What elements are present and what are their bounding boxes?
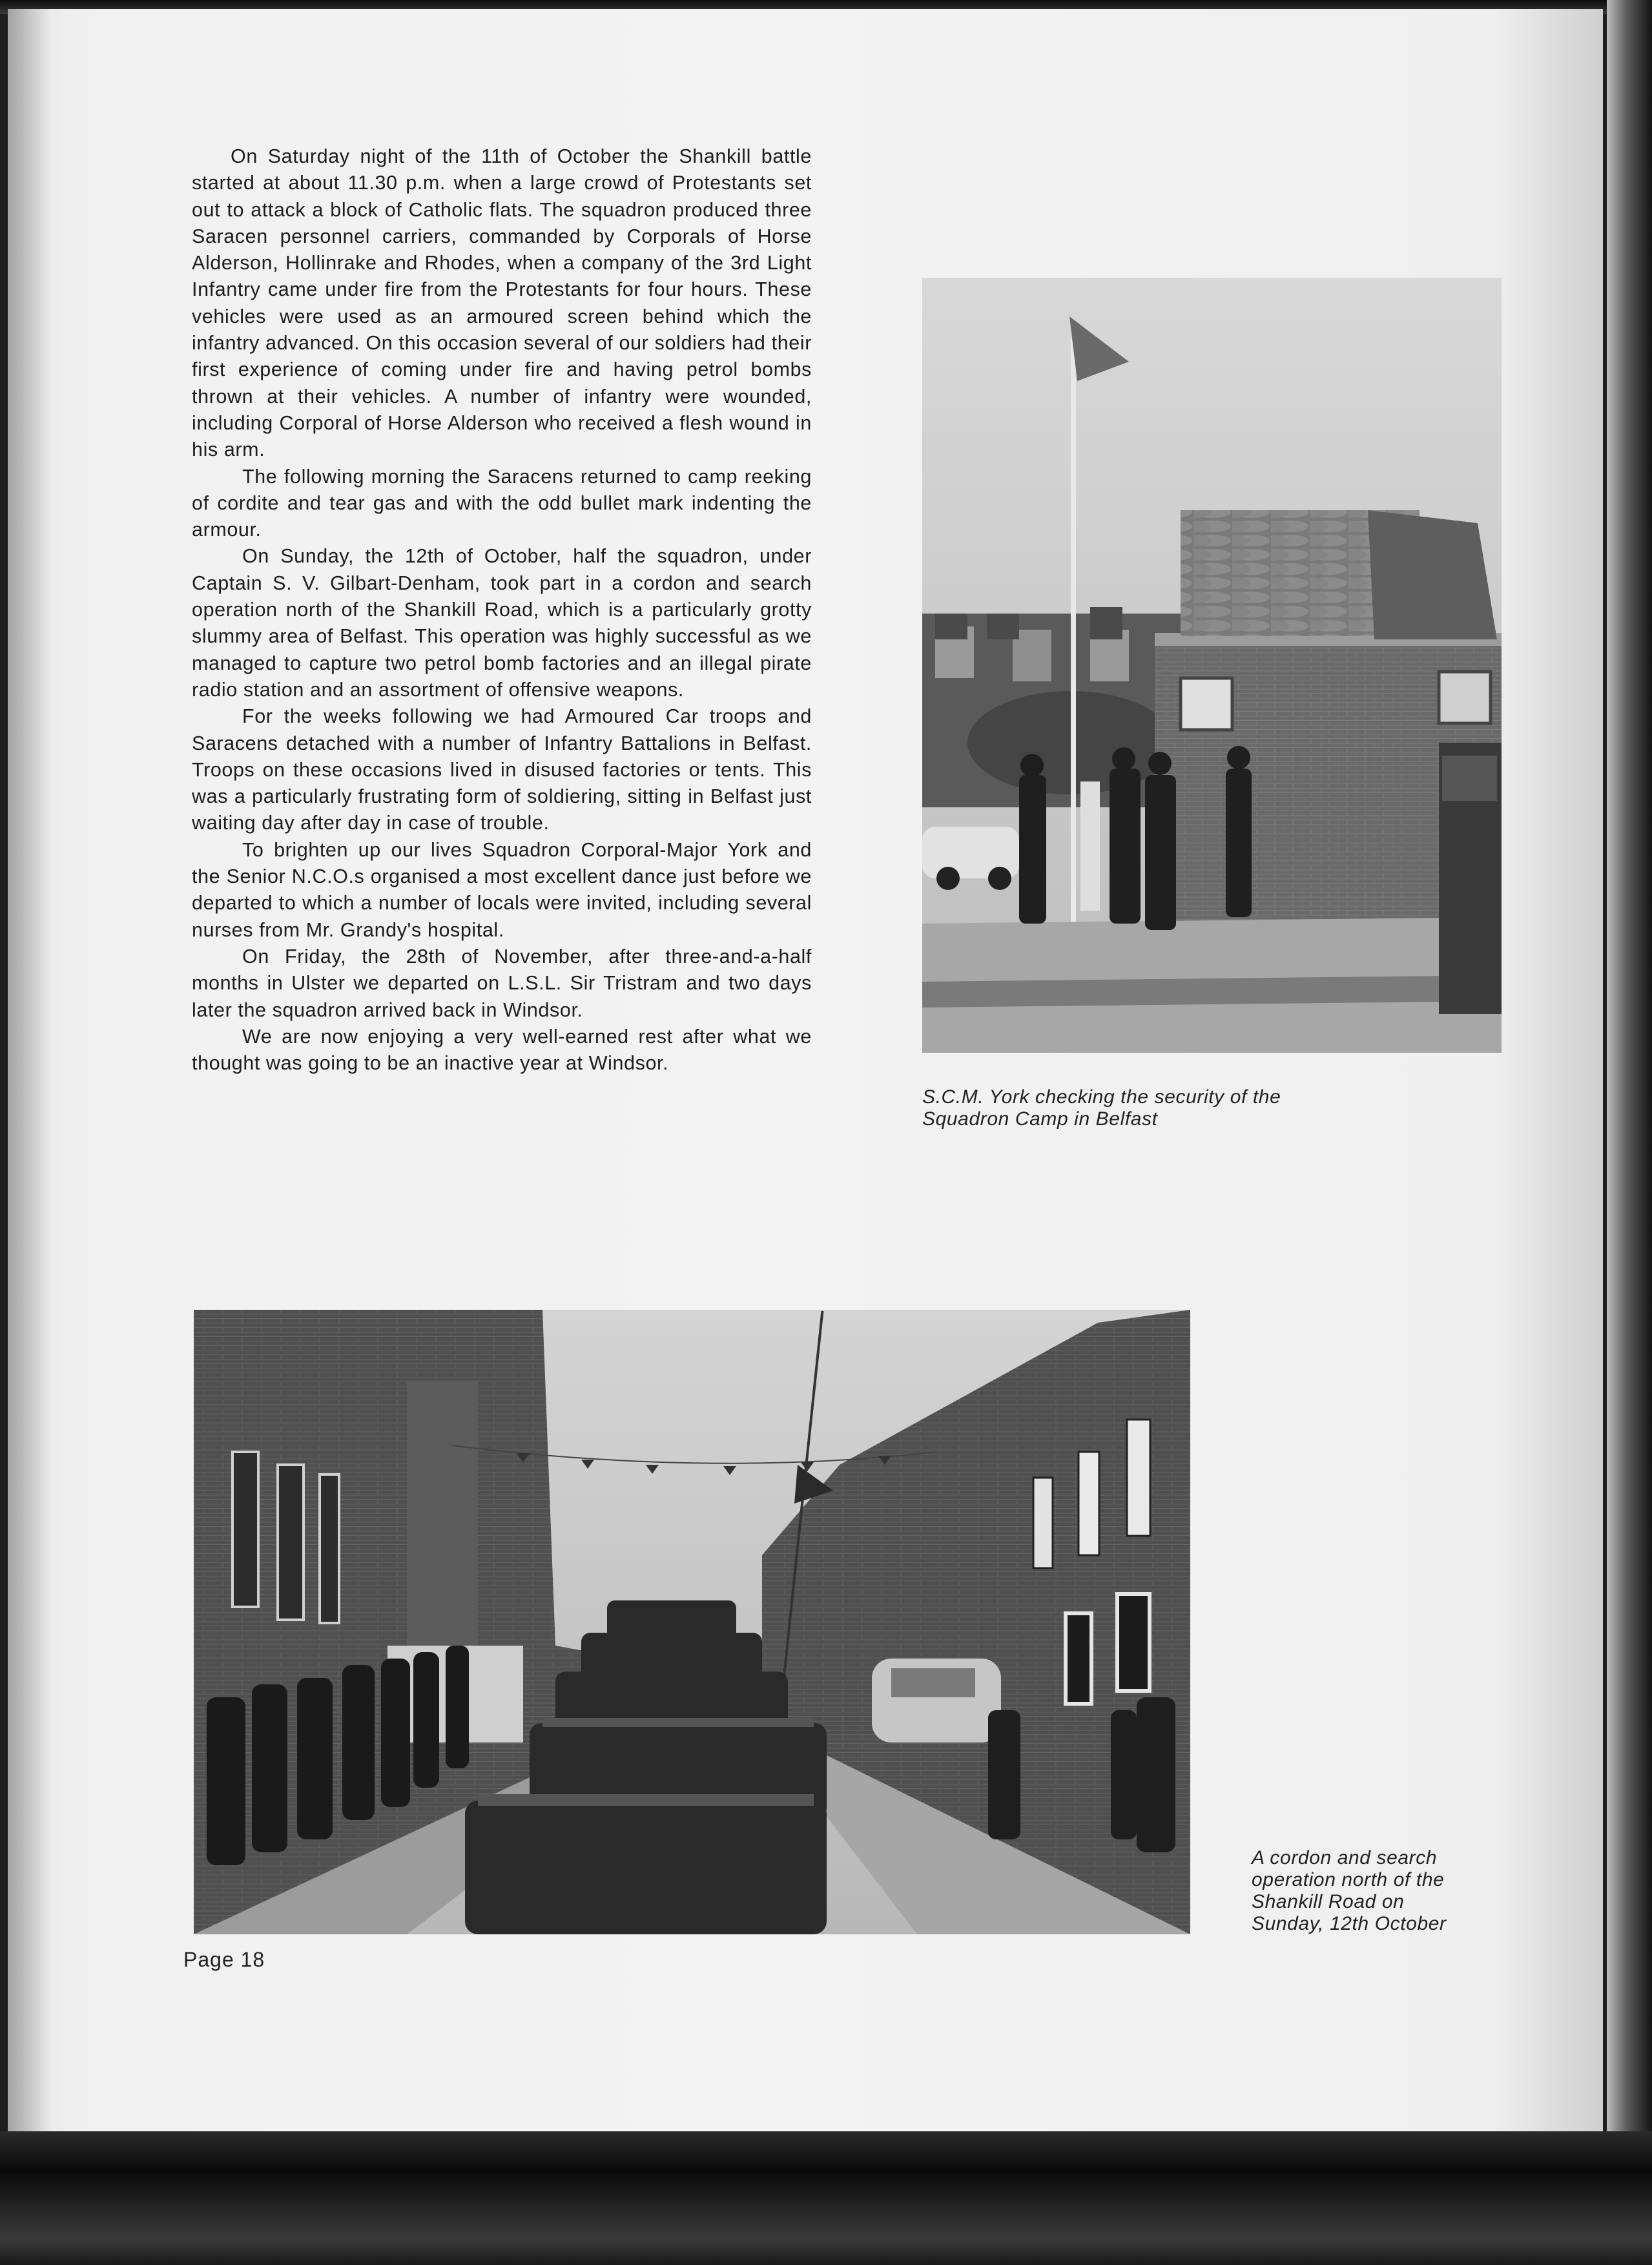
caption-line: Shankill Road on [1252,1891,1405,1912]
camp-photo-caption [922,1086,1503,1130]
page-shadow [8,9,53,2140]
paragraph: On Sunday, the 12th of October, half the squadron, under Captain S. V. Gilbart-Denham, took part in a cordon and search operation north of the Shankill Road, which is a particularly grotty slummy area of Belfast. This operation was highly successful as we managed to capture two petrol bomb factories and an illegal pirate radio station and an assortment of offensive weapons. [192,545,812,701]
camp-photo-image [922,278,1502,1053]
paragraph: To brighten up our lives Squadron Corporal-Major York and the Senior N.C.O.s organised a most excellent dance just before we departed to which a number of locals were invited, including several nurses from Mr. Grandy's hospital. [192,838,812,941]
page-number: Page 18 [183,1948,265,1971]
caption-line: S.C.M. York checking the security of the [922,1086,1281,1108]
paragraph: We are now enjoying a very well-earned rest after what we thought was going to be an inactive year at Windsor. [192,1025,812,1075]
paragraph: On Saturday night of the 11th of October the Shankill battle started at about 11.30 p.m. when a large crowd of Protestants set out to attack a block of Catholic flats. The squadron produced three Saracen personnel carriers, commanded by Corporals of Horse Alderson, Hollinrake and Rhodes, when a company of the 3rd Light Infantry came under fire from the Protestants for four hours. These vehicles were used as an armoured screen behind which the infantry advanced. On this occasion several of our soldiers had their first experience of coming under fire and having petrol bombs thrown at their vehicles. A number of infantry were wounded, including Corporal of Horse Alderson who received a flesh wound in his arm. [192,145,812,461]
street-photo-image [194,1310,1190,1934]
paragraph: For the weeks following we had Armoured Car troops and Saracens detached with a number of Infantry Battalions in Belfast. Troops on these occasions lived in disused factories or tents. This was a particularly frustrating form of soldiering, sitting in Belfast just waiting day after day in case of trouble. [192,705,812,834]
caption-line: Squadron Camp in Belfast [922,1108,1158,1130]
street-photo-caption [1252,1847,1484,1935]
binding-right-edge [1607,0,1652,2265]
caption-line: A cordon and search [1252,1847,1438,1868]
paragraph: The following morning the Saracens returned to camp reeking of cordite and tear gas and with the odd bullet mark indenting the armour. [192,465,812,541]
binding-bottom-edge [0,2131,1652,2265]
camp-photo [922,278,1502,1053]
caption-line: Sunday, 12th October [1252,1913,1447,1934]
article-body [192,143,812,1077]
paragraph: On Friday, the 28th of November, after three-and-a-half months in Ulster we departed on L.S.L. Sir Tristram and two days later the squadron arrived back in Windsor. [192,945,812,1021]
street-photo [194,1310,1190,1934]
caption-line: operation north of the [1252,1869,1445,1890]
